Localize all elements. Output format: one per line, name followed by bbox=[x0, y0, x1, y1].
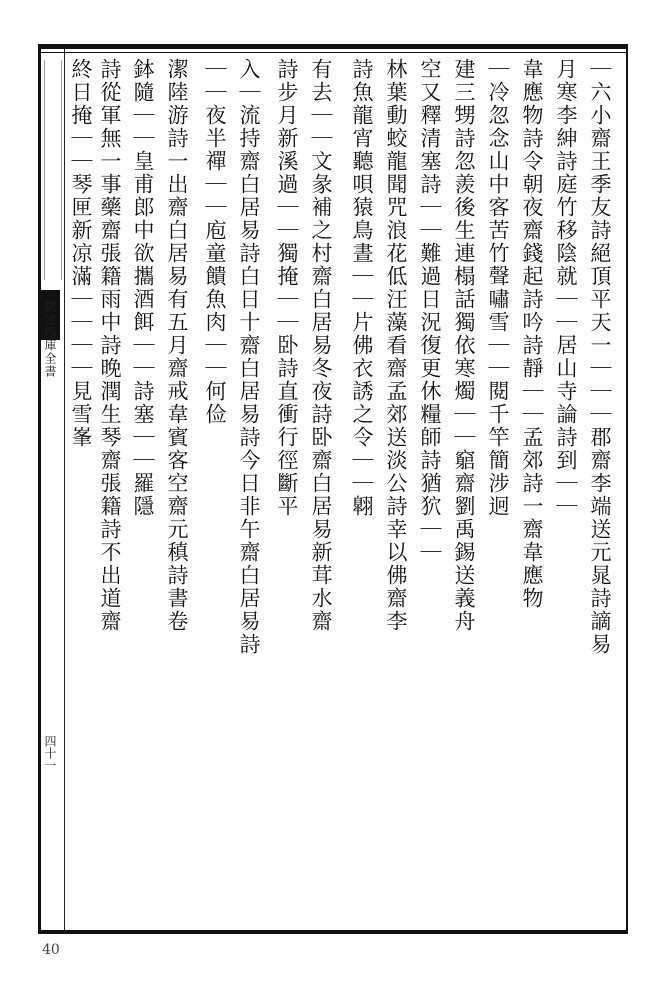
bottom-border bbox=[38, 930, 628, 934]
margin-gutter bbox=[44, 60, 62, 280]
text-column-5: 建三甥詩忽羨後生連榻話獨依寒燭｜｜竆齋劉禹錫送義舟 bbox=[452, 58, 476, 633]
text-column-4: ｜冷忽念山中客苦竹聲嘯雪｜｜閱千竿簡涉迥 bbox=[486, 58, 510, 518]
text-column-15: 詩從軍無一事藥齋張籍雨中詩晚潤生琴齋張籍詩不出道齋 bbox=[98, 58, 122, 633]
text-column-7: 林葉動蛟龍聞咒浪花低汪藻看齋孟郊送淡公詩幸以佛齋李 bbox=[384, 58, 408, 633]
text-column-13: 潔陸游詩一出齋白居易有五月齋戒韋賓客空齋元稹詩書卷 bbox=[165, 58, 189, 633]
text-column-11: 入｜流持齋白居易詩白日十齋白居易詩今日非午齋白居易詩 bbox=[237, 58, 261, 656]
text-column-12: ｜｜夜半禪｜｜庖童饋魚肉｜｜何俭 bbox=[203, 58, 227, 426]
text-column-9: 有去｜｜文彖補之村齋白居易冬夜詩卧齋白居易新茸水齋 bbox=[309, 58, 333, 633]
margin-divider bbox=[64, 49, 65, 934]
text-column-6: 空又釋清塞詩｜｜難過日況復更休糧師詩猶狖｜｜ bbox=[418, 58, 442, 564]
right-border bbox=[626, 44, 628, 934]
text-column-10: 詩步月新溪過｜｜獨掩｜｜卧詩直衝行徑斷平 bbox=[275, 58, 299, 518]
page-number: 四十一 bbox=[43, 735, 57, 771]
text-column-16: 終日掩｜｜琴匣新凉滿｜｜｜｜見雪峯 bbox=[69, 58, 93, 449]
left-border bbox=[38, 44, 41, 934]
text-column-14: 鉢隨｜｜皇甫郎中欲攜酒餌｜｜詩塞｜｜羅隱 bbox=[131, 58, 155, 518]
text-column-8: 詩魚龍宵聽唄猿鳥晝｜｜片佛衣誘之令｜｜翺 bbox=[350, 58, 374, 518]
top-border bbox=[38, 44, 628, 49]
footer-mark: 40 bbox=[42, 942, 60, 958]
top-border-thin bbox=[38, 52, 628, 53]
margin-label: 欽定四庫全書 bbox=[43, 300, 57, 378]
text-column-3: 韋應物詩令朝夜齋錢起詩吟詩靜｜｜孟郊詩一齋韋應物 bbox=[520, 58, 544, 610]
text-column-2: 月寒李紳詩庭竹移陰就｜｜居山寺論詩到｜｜ bbox=[554, 58, 578, 518]
text-column-1: ｜六小齋王季友詩絕頂平天一｜｜｜郡齋李端送元晁詩謫易 bbox=[588, 58, 612, 656]
